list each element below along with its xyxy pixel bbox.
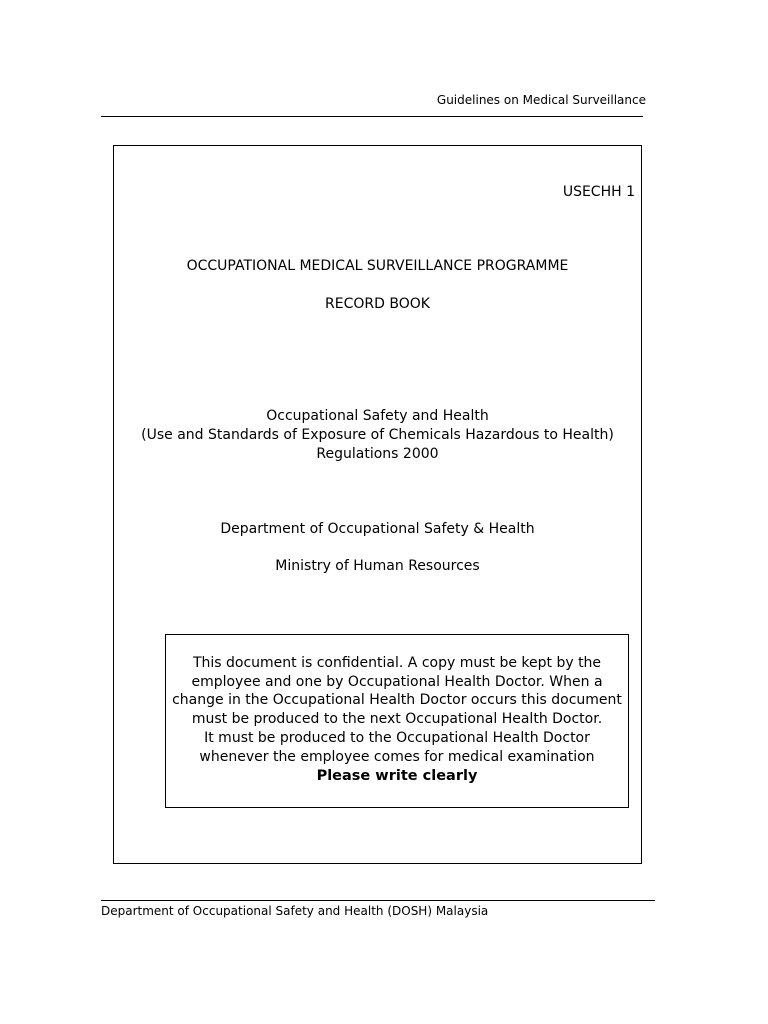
page-header-title: Guidelines on Medical Surveillance [436, 93, 646, 107]
notice-line: This document is confidential. A copy must be kept by the [192, 655, 602, 671]
footer-divider [101, 900, 655, 901]
regulation-line: (Use and Standards of Exposure of Chemicals Hazardous to Health) [141, 427, 614, 443]
notice-line: change in the Occupational Health Doctor occurs this document [172, 692, 622, 709]
department-name: Department of Occupational Safety & Health [220, 521, 535, 537]
notice-line: must be produced to the next Occupational Health Doctor. [191, 711, 603, 728]
confidential-notice-text [165, 654, 629, 787]
regulation-line: Occupational Safety and Health [266, 408, 489, 424]
notice-line: whenever the employee comes for medical examination [199, 748, 595, 765]
regulation-line: Regulations 2000 [316, 446, 439, 462]
document-title: OCCUPATIONAL MEDICAL SURVEILLANCE PROGRAMME [186, 258, 569, 274]
footer-text: Department of Occupational Safety and Health (DOSH) Malaysia [101, 904, 489, 918]
notice-emphasis: Please write clearly [316, 768, 478, 785]
notice-line: employee and one by Occupational Health Doctor. When a [191, 673, 603, 690]
form-code: USECHH 1 [562, 184, 635, 200]
regulation-block [113, 407, 642, 464]
notice-line: It must be produced to the Occupational Health Doctor [204, 729, 590, 746]
document-subtitle: RECORD BOOK [325, 296, 430, 312]
ministry-name: Ministry of Human Resources [275, 558, 480, 574]
header-divider [101, 116, 643, 117]
